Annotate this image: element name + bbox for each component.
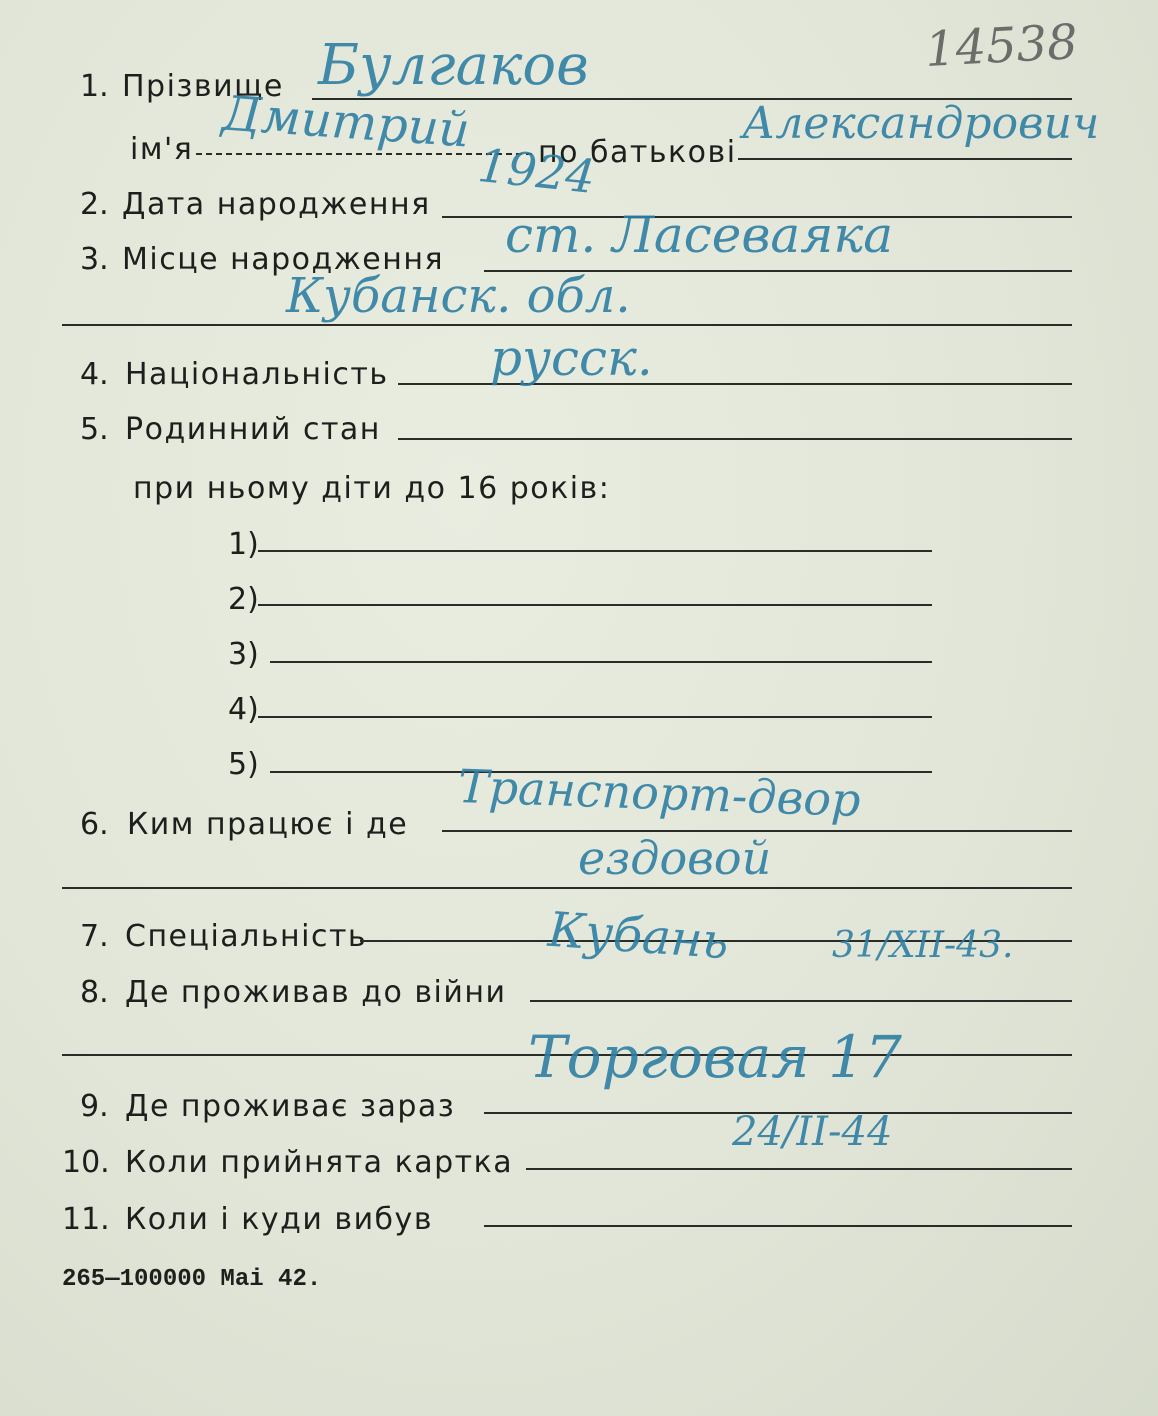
prewar-residence-label: Де проживав до війни bbox=[125, 975, 507, 1010]
marital-status-label: Родинний стан bbox=[125, 412, 381, 447]
work-label: Ким працює і де bbox=[127, 807, 409, 842]
field-11-number: 11. bbox=[62, 1202, 110, 1237]
child-3-label: 3) bbox=[228, 637, 259, 672]
field-6-number: 6. bbox=[80, 807, 109, 842]
specialty-label: Спеціальність bbox=[125, 919, 368, 954]
work-value-1: Транспорт-двор bbox=[457, 758, 862, 828]
child-5-label: 5) bbox=[228, 747, 259, 782]
marital-status-line bbox=[398, 438, 1072, 440]
field-7-number: 7. bbox=[80, 919, 109, 954]
print-run-footer: 265—100000 Mai 42. bbox=[62, 1266, 322, 1293]
child-2-label: 2) bbox=[228, 582, 259, 617]
child-3-line bbox=[270, 661, 932, 663]
birthplace-value-1: ст. Ласеваяка bbox=[505, 206, 894, 264]
field-1-number: 1. bbox=[80, 69, 109, 104]
current-residence-label: Де проживає зараз bbox=[125, 1089, 456, 1124]
nationality-value: русск. bbox=[490, 329, 653, 387]
address-value: Торговая 17 bbox=[528, 1023, 902, 1091]
surname-label: Прізвище bbox=[122, 69, 284, 104]
child-4-line bbox=[258, 716, 932, 718]
field-8-number: 8. bbox=[80, 975, 109, 1010]
work-value-2: ездовой bbox=[578, 831, 772, 885]
birthplace-label: Місце народження bbox=[122, 242, 445, 277]
field-10-number: 10. bbox=[62, 1145, 110, 1180]
child-4-label: 4) bbox=[228, 692, 259, 727]
birthplace-line-2 bbox=[62, 324, 1072, 326]
patronymic-line bbox=[738, 158, 1072, 160]
field-2-number: 2. bbox=[80, 187, 109, 222]
card-accepted-line bbox=[526, 1168, 1072, 1170]
specialty-date: 31/XII-43. bbox=[832, 925, 1014, 966]
birthplace-value-2: Кубанск. обл. bbox=[286, 268, 631, 324]
field-5-number: 5. bbox=[80, 412, 109, 447]
first-name-value: Дмитрий bbox=[220, 85, 472, 159]
surname-value: Булгаков bbox=[318, 33, 589, 98]
child-2-line bbox=[258, 604, 932, 606]
archive-number: 14538 bbox=[923, 14, 1080, 78]
patronymic-value: Александрович bbox=[742, 98, 1100, 149]
field-9-number: 9. bbox=[80, 1089, 109, 1124]
first-name-label: ім'я bbox=[130, 132, 194, 167]
prewar-residence-line bbox=[530, 1000, 1072, 1002]
field-4-number: 4. bbox=[80, 357, 109, 392]
children-label: при ньому діти до 16 років: bbox=[133, 471, 611, 506]
departure-label: Коли і куди вибув bbox=[125, 1202, 433, 1237]
field-3-number: 3. bbox=[80, 242, 109, 277]
birth-date-label: Дата народження bbox=[122, 187, 431, 222]
nationality-label: Національність bbox=[125, 357, 389, 392]
card-date-value: 24/II-44 bbox=[732, 1109, 893, 1155]
child-1-line bbox=[258, 550, 932, 552]
card-accepted-label: Коли прийнята картка bbox=[125, 1145, 514, 1180]
work-line-2 bbox=[62, 887, 1072, 889]
patronymic-label: по батькові bbox=[538, 135, 737, 170]
departure-line bbox=[484, 1225, 1072, 1227]
birth-year-value: 1924 bbox=[475, 138, 598, 204]
specialty-value: Кубань bbox=[546, 901, 731, 971]
child-1-label: 1) bbox=[228, 527, 259, 562]
